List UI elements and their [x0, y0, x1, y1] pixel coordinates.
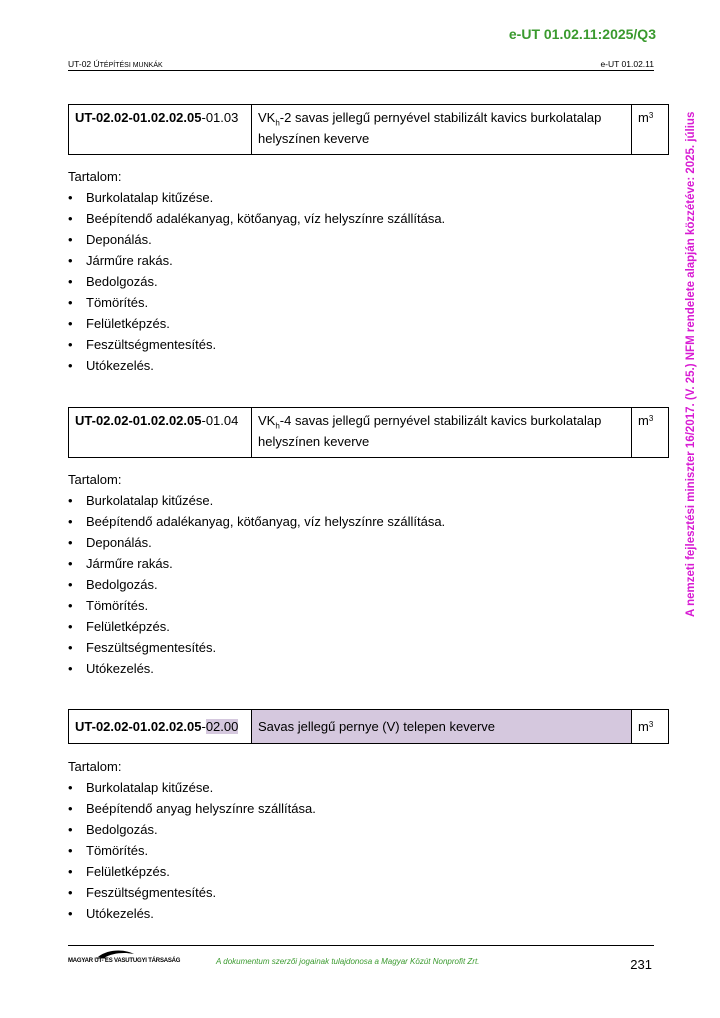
contents-block-3 — [68, 756, 316, 924]
item-code-separator: - — [201, 719, 206, 734]
item-code-suffix: -01.04 — [201, 413, 239, 428]
bullet-icon: • — [68, 358, 73, 373]
bullet-icon: • — [68, 843, 73, 858]
contents-list — [68, 490, 445, 679]
list-item — [68, 595, 445, 616]
list-item-text: Beépítendő adalékanyag, kötőanyag, víz helyszínre szállítása. — [86, 514, 446, 529]
bullet-icon: • — [68, 822, 73, 837]
contents-list — [68, 187, 445, 376]
bullet-icon: • — [68, 780, 73, 795]
header-title-smallcaps: TÉPÍTÉSI MUNKÁK — [99, 62, 163, 69]
list-item — [68, 553, 445, 574]
bullet-icon: • — [68, 253, 73, 268]
list-item — [68, 292, 445, 313]
item-unit-2 — [632, 408, 669, 458]
list-item — [68, 511, 445, 532]
bullet-icon: • — [68, 337, 73, 352]
list-item-text: Bedolgozás. — [86, 577, 158, 592]
item-code-3 — [69, 710, 252, 744]
list-item — [68, 616, 445, 637]
list-item — [68, 532, 445, 553]
list-item — [68, 882, 316, 903]
item-table-1 — [68, 104, 669, 155]
list-item — [68, 819, 316, 840]
list-item-text: Tömörítés. — [86, 843, 149, 858]
list-item — [68, 334, 445, 355]
item-code-1 — [69, 105, 252, 155]
unit-base: m — [638, 413, 649, 428]
list-item — [68, 313, 445, 334]
desc-text: -4 savas jellegű pernyével stabilizált kavics burkolatalap helyszínen keverve — [258, 413, 602, 449]
list-item-text: Bedolgozás. — [86, 274, 158, 289]
bullet-icon: • — [68, 619, 73, 634]
bullet-icon: • — [68, 211, 73, 226]
company-name: MAGYAR UT- ES VASUTUGYI TÁRSASÁG — [68, 958, 181, 964]
bullet-icon: • — [68, 535, 73, 550]
bullet-icon: • — [68, 514, 73, 529]
desc-subscript: h — [275, 421, 280, 431]
desc-text: Savas jellegű pernye (V) telepen keverve — [258, 719, 496, 734]
list-item — [68, 777, 316, 798]
bullet-icon: • — [68, 493, 73, 508]
list-item-text: Utókezelés. — [86, 661, 154, 676]
list-item — [68, 271, 445, 292]
item-code-2 — [69, 408, 252, 458]
list-item-text: Tömörítés. — [86, 295, 149, 310]
bullet-icon: • — [68, 295, 73, 310]
list-item — [68, 840, 316, 861]
list-item-text: Felületképzés. — [86, 316, 170, 331]
page-number: 231 — [630, 957, 652, 972]
contents-block-1 — [68, 166, 445, 376]
list-item — [68, 861, 316, 882]
item-code-main: UT-02.02-01.02.02.05 — [75, 719, 202, 734]
list-item-text: Tömörítés. — [86, 598, 149, 613]
item-unit-1 — [632, 105, 669, 155]
bullet-icon: • — [68, 232, 73, 247]
list-item-text: Feszültségmentesítés. — [86, 885, 217, 900]
list-item-text: Utókezelés. — [86, 906, 154, 921]
list-item-text: Feszültségmentesítés. — [86, 337, 217, 352]
header-divider — [68, 70, 654, 71]
bullet-icon: • — [68, 316, 73, 331]
unit-base: m — [638, 110, 649, 125]
list-item-text: Felületképzés. — [86, 619, 170, 634]
unit-exponent: 3 — [648, 720, 654, 729]
list-item-text: Burkolatalap kitűzése. — [86, 493, 214, 508]
bullet-icon: • — [68, 864, 73, 879]
item-unit-3 — [632, 710, 669, 744]
list-item-text: Deponálás. — [86, 232, 152, 247]
running-header-left — [68, 59, 163, 69]
contents-list — [68, 777, 316, 924]
item-code-suffix: -01.03 — [201, 110, 239, 125]
contents-title: Tartalom: — [68, 759, 122, 774]
list-item — [68, 658, 445, 679]
list-item-text: Burkolatalap kitűzése. — [86, 190, 214, 205]
list-item — [68, 637, 445, 658]
desc-text: -2 savas jellegű pernyével stabilizált kavics burkolatalap helyszínen keverve — [258, 110, 602, 146]
running-header-right: e-UT 01.02.11 — [600, 59, 654, 69]
list-item — [68, 187, 445, 208]
bullet-icon: • — [68, 885, 73, 900]
item-code-suffix-highlighted: 02.00 — [205, 719, 239, 734]
list-item-text: Bedolgozás. — [86, 822, 158, 837]
list-item — [68, 208, 445, 229]
copyright-note: A dokumentum szerzői jogainak tulajdonosa a Magyar Közút Nonprofit Zrt. — [216, 957, 480, 966]
desc-subscript: h — [275, 118, 280, 128]
list-item-text: Járműre rakás. — [86, 253, 173, 268]
desc-prefix: VK — [258, 110, 276, 125]
item-description-3 — [252, 710, 632, 744]
bullet-icon: • — [68, 661, 73, 676]
list-item-text: Beépítendő anyag helyszínre szállítása. — [86, 801, 316, 816]
list-item — [68, 903, 316, 924]
unit-base: m — [638, 719, 649, 734]
list-item — [68, 490, 445, 511]
side-publication-note: A nemzeti fejlesztési miniszter 16/2017. (V. 25.) NFM rendelete alapján közzétéve: 2025. július — [685, 111, 697, 617]
list-item-text: Járműre rakás. — [86, 556, 173, 571]
list-item — [68, 250, 445, 271]
bullet-icon: • — [68, 640, 73, 655]
bullet-icon: • — [68, 556, 73, 571]
list-item — [68, 229, 445, 250]
list-item — [68, 355, 445, 376]
list-item-text: Utókezelés. — [86, 358, 154, 373]
list-item-text: Felületképzés. — [86, 864, 170, 879]
unit-exponent: 3 — [648, 111, 654, 120]
contents-title: Tartalom: — [68, 169, 122, 184]
document-code: e-UT 01.02.11:2025/Q3 — [508, 26, 656, 42]
bullet-icon: • — [68, 190, 73, 205]
item-code-main: UT-02.02-01.02.02.05 — [75, 413, 202, 428]
list-item-text: Feszültségmentesítés. — [86, 640, 217, 655]
header-initial: Ú — [93, 59, 100, 69]
bullet-icon: • — [68, 906, 73, 921]
item-code-main: UT-02.02-01.02.02.05 — [75, 110, 202, 125]
list-item-text: Burkolatalap kitűzése. — [86, 780, 214, 795]
header-prefix: UT-02 — [68, 59, 94, 69]
item-description-2 — [252, 408, 632, 458]
bullet-icon: • — [68, 577, 73, 592]
list-item-text: Deponálás. — [86, 535, 152, 550]
unit-exponent: 3 — [648, 414, 654, 423]
item-table-3 — [68, 709, 669, 744]
bullet-icon: • — [68, 801, 73, 816]
contents-title: Tartalom: — [68, 472, 122, 487]
bullet-icon: • — [68, 274, 73, 289]
list-item-text: Beépítendő adalékanyag, kötőanyag, víz helyszínre szállítása. — [86, 211, 446, 226]
footer-divider — [68, 945, 654, 946]
bullet-icon: • — [68, 598, 73, 613]
item-table-2 — [68, 407, 669, 458]
item-description-1 — [252, 105, 632, 155]
desc-prefix: VK — [258, 413, 276, 428]
list-item — [68, 574, 445, 595]
contents-block-2 — [68, 469, 445, 679]
list-item — [68, 798, 316, 819]
